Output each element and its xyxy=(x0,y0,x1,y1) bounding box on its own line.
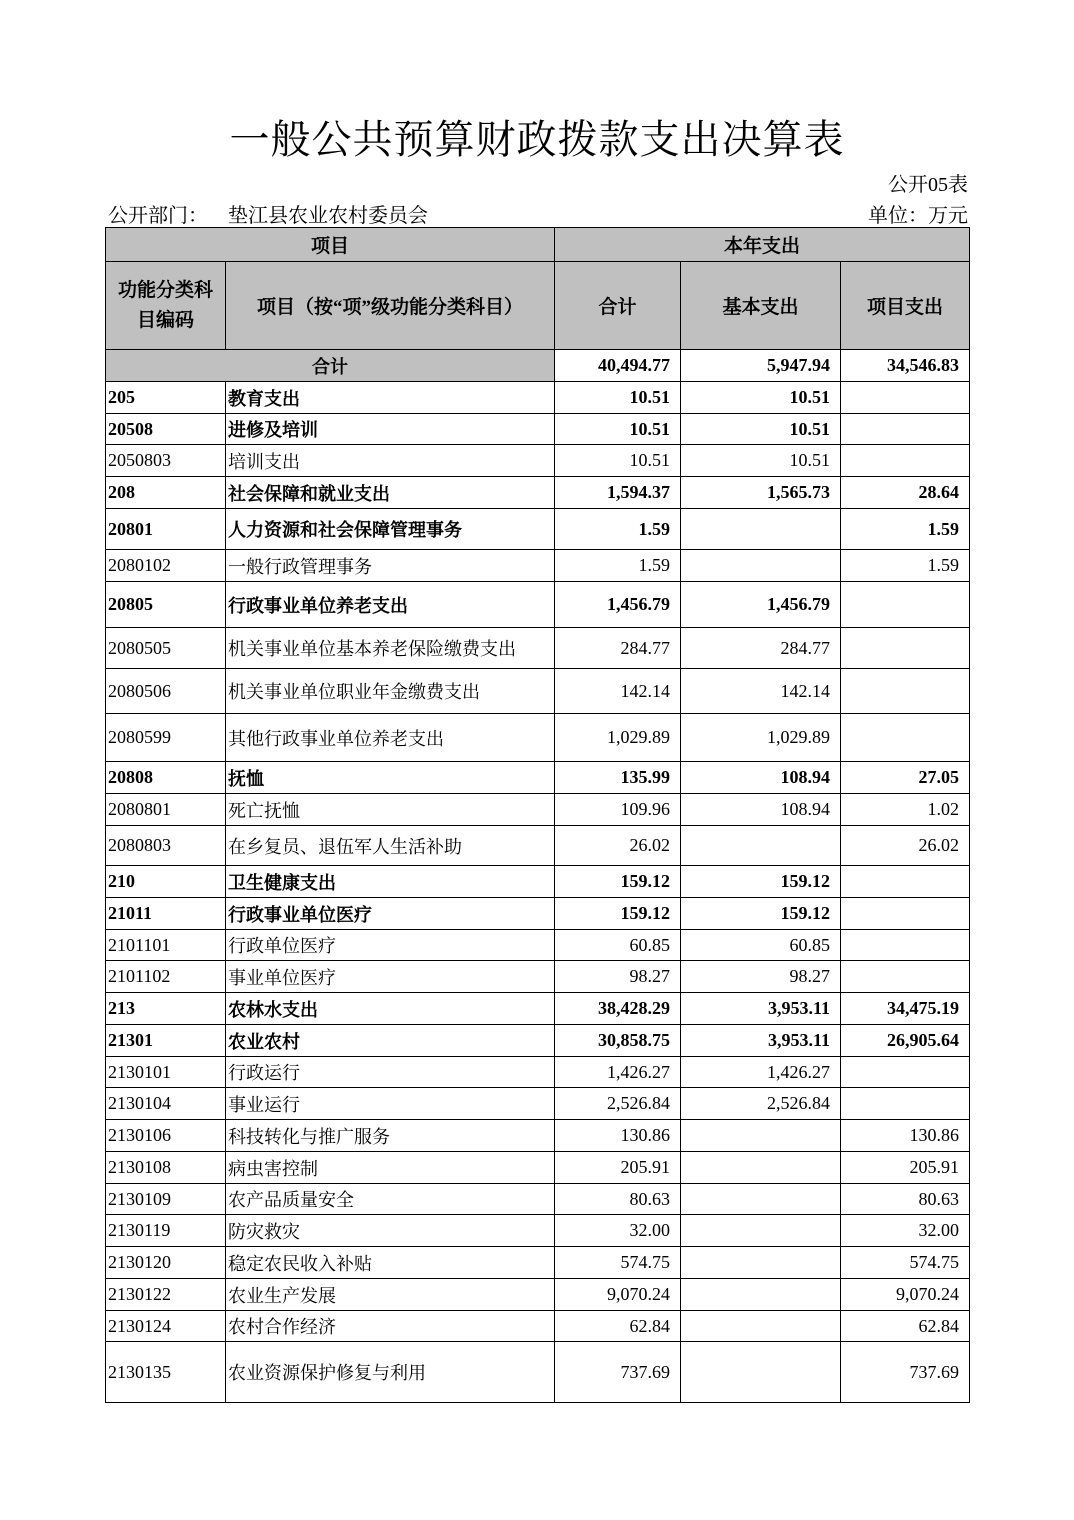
row-project: 1.02 xyxy=(841,794,970,826)
row-code: 2080505 xyxy=(106,628,226,669)
department-name: 垫江县农业农村委员会 xyxy=(228,205,428,227)
row-basic: 10.51 xyxy=(681,445,841,477)
row-name: 行政事业单位医疗 xyxy=(226,898,555,930)
table-row xyxy=(106,1215,970,1247)
row-name: 社会保障和就业支出 xyxy=(226,477,555,509)
row-name: 科技转化与推广服务 xyxy=(226,1120,555,1152)
row-code: 205 xyxy=(106,382,226,414)
row-basic: 10.51 xyxy=(681,414,841,445)
row-total: 62.84 xyxy=(555,1311,681,1342)
row-basic: 98.27 xyxy=(681,961,841,993)
row-name: 机关事业单位基本养老保险缴费支出 xyxy=(226,628,555,669)
row-project xyxy=(841,1057,970,1088)
row-total: 60.85 xyxy=(555,930,681,961)
row-total: 135.99 xyxy=(555,762,681,794)
row-code: 2080801 xyxy=(106,794,226,826)
row-total: 1.59 xyxy=(555,509,681,550)
row-basic: 1,565.73 xyxy=(681,477,841,509)
table-row xyxy=(106,1088,970,1120)
row-name: 抚恤 xyxy=(226,762,555,794)
row-project: 205.91 xyxy=(841,1152,970,1184)
row-total: 1.59 xyxy=(555,550,681,582)
row-code: 21301 xyxy=(106,1025,226,1057)
table-row xyxy=(106,993,970,1025)
table-row xyxy=(106,1057,970,1088)
table-row xyxy=(106,477,970,509)
row-total: 205.91 xyxy=(555,1152,681,1184)
row-total: 1,029.89 xyxy=(555,714,681,762)
table-row xyxy=(106,1184,970,1215)
row-basic xyxy=(681,1311,841,1342)
row-project xyxy=(841,382,970,414)
row-code: 2101102 xyxy=(106,961,226,993)
row-project xyxy=(841,866,970,898)
row-basic xyxy=(681,1247,841,1279)
row-total: 10.51 xyxy=(555,414,681,445)
row-name: 在乡复员、退伍军人生活补助 xyxy=(226,826,555,866)
row-code: 2130120 xyxy=(106,1247,226,1279)
row-project xyxy=(841,582,970,628)
row-basic xyxy=(681,1342,841,1403)
total-total: 40,494.77 xyxy=(555,350,681,382)
row-name: 农林水支出 xyxy=(226,993,555,1025)
row-name: 行政运行 xyxy=(226,1057,555,1088)
table-row xyxy=(106,1311,970,1342)
row-project xyxy=(841,669,970,714)
row-code: 210 xyxy=(106,866,226,898)
row-basic xyxy=(681,826,841,866)
row-code: 2130101 xyxy=(106,1057,226,1088)
row-project xyxy=(841,1088,970,1120)
row-basic: 284.77 xyxy=(681,628,841,669)
header-total: 合计 xyxy=(555,262,681,350)
row-code: 20508 xyxy=(106,414,226,445)
row-project: 26.02 xyxy=(841,826,970,866)
table-row xyxy=(106,866,970,898)
row-code: 20808 xyxy=(106,762,226,794)
table-row xyxy=(106,550,970,582)
row-project xyxy=(841,961,970,993)
row-project: 27.05 xyxy=(841,762,970,794)
table-row xyxy=(106,1279,970,1311)
table-row xyxy=(106,898,970,930)
table-row xyxy=(106,582,970,628)
row-code: 2080506 xyxy=(106,669,226,714)
row-total: 142.14 xyxy=(555,669,681,714)
row-code: 2050803 xyxy=(106,445,226,477)
row-basic: 3,953.11 xyxy=(681,1025,841,1057)
row-code: 2080803 xyxy=(106,826,226,866)
row-basic xyxy=(681,509,841,550)
row-basic xyxy=(681,1120,841,1152)
header-project: 项目支出 xyxy=(841,262,970,350)
header-name: 项目（按“项”级功能分类科目） xyxy=(226,262,555,350)
row-name: 农业农村 xyxy=(226,1025,555,1057)
row-basic: 2,526.84 xyxy=(681,1088,841,1120)
row-name: 进修及培训 xyxy=(226,414,555,445)
department xyxy=(108,199,428,228)
table-row xyxy=(106,414,970,445)
row-project: 34,475.19 xyxy=(841,993,970,1025)
row-total: 38,428.29 xyxy=(555,993,681,1025)
row-name: 稳定农民收入补贴 xyxy=(226,1247,555,1279)
row-total: 1,594.37 xyxy=(555,477,681,509)
table-row xyxy=(106,1342,970,1403)
row-name: 防灾救灾 xyxy=(226,1215,555,1247)
row-project xyxy=(841,628,970,669)
row-basic: 3,953.11 xyxy=(681,993,841,1025)
table-number: 公开05表 xyxy=(888,174,968,196)
row-total: 32.00 xyxy=(555,1215,681,1247)
row-project xyxy=(841,445,970,477)
total-project: 34,546.83 xyxy=(841,350,970,382)
row-code: 2130135 xyxy=(106,1342,226,1403)
table-row xyxy=(106,762,970,794)
row-basic xyxy=(681,1152,841,1184)
row-project: 28.64 xyxy=(841,477,970,509)
row-total: 9,070.24 xyxy=(555,1279,681,1311)
row-basic xyxy=(681,1279,841,1311)
row-name: 行政单位医疗 xyxy=(226,930,555,961)
row-name: 人力资源和社会保障管理事务 xyxy=(226,509,555,550)
row-code: 2130109 xyxy=(106,1184,226,1215)
row-basic: 159.12 xyxy=(681,898,841,930)
row-project: 574.75 xyxy=(841,1247,970,1279)
table-row xyxy=(106,1025,970,1057)
row-total: 109.96 xyxy=(555,794,681,826)
row-total: 98.27 xyxy=(555,961,681,993)
table-row xyxy=(106,509,970,550)
row-total: 737.69 xyxy=(555,1342,681,1403)
unit-label: 单位：万元 xyxy=(868,205,968,227)
row-project: 62.84 xyxy=(841,1311,970,1342)
row-project xyxy=(841,714,970,762)
row-basic: 1,426.27 xyxy=(681,1057,841,1088)
row-code: 20801 xyxy=(106,509,226,550)
row-project: 1.59 xyxy=(841,509,970,550)
table-row xyxy=(106,930,970,961)
row-project xyxy=(841,414,970,445)
row-code: 2080102 xyxy=(106,550,226,582)
row-name: 死亡抚恤 xyxy=(226,794,555,826)
row-name: 农业生产发展 xyxy=(226,1279,555,1311)
row-project: 26,905.64 xyxy=(841,1025,970,1057)
row-basic: 108.94 xyxy=(681,762,841,794)
row-name: 卫生健康支出 xyxy=(226,866,555,898)
row-name: 行政事业单位养老支出 xyxy=(226,582,555,628)
row-total: 10.51 xyxy=(555,382,681,414)
row-project: 1.59 xyxy=(841,550,970,582)
row-total: 159.12 xyxy=(555,898,681,930)
row-name: 农产品质量安全 xyxy=(226,1184,555,1215)
table-row xyxy=(106,1120,970,1152)
department-label: 公开部门： xyxy=(108,205,208,227)
row-code: 208 xyxy=(106,477,226,509)
row-code: 2130104 xyxy=(106,1088,226,1120)
row-project xyxy=(841,930,970,961)
table-row xyxy=(106,628,970,669)
row-total: 10.51 xyxy=(555,445,681,477)
row-code: 2101101 xyxy=(106,930,226,961)
row-total: 284.77 xyxy=(555,628,681,669)
table-row xyxy=(106,714,970,762)
row-name: 农业资源保护修复与利用 xyxy=(226,1342,555,1403)
row-basic xyxy=(681,1184,841,1215)
row-code: 2130119 xyxy=(106,1215,226,1247)
page-title: 一般公共预算财政拨款支出决算表 xyxy=(229,117,845,162)
row-code: 2130108 xyxy=(106,1152,226,1184)
row-project: 130.86 xyxy=(841,1120,970,1152)
row-name: 其他行政事业单位养老支出 xyxy=(226,714,555,762)
table-row xyxy=(106,826,970,866)
table-row xyxy=(106,794,970,826)
row-basic: 1,456.79 xyxy=(681,582,841,628)
header-code: 功能分类科目编码 xyxy=(106,262,226,350)
row-code: 21011 xyxy=(106,898,226,930)
table-row xyxy=(106,1152,970,1184)
table-row xyxy=(106,961,970,993)
row-project: 80.63 xyxy=(841,1184,970,1215)
row-total: 30,858.75 xyxy=(555,1025,681,1057)
row-total: 159.12 xyxy=(555,866,681,898)
row-basic xyxy=(681,1215,841,1247)
row-project: 737.69 xyxy=(841,1342,970,1403)
total-label: 合计 xyxy=(106,350,555,382)
row-code: 213 xyxy=(106,993,226,1025)
row-basic: 108.94 xyxy=(681,794,841,826)
row-total: 574.75 xyxy=(555,1247,681,1279)
row-basic: 10.51 xyxy=(681,382,841,414)
total-row xyxy=(106,350,970,382)
row-name: 事业运行 xyxy=(226,1088,555,1120)
row-code: 2130106 xyxy=(106,1120,226,1152)
row-code: 20805 xyxy=(106,582,226,628)
row-total: 1,456.79 xyxy=(555,582,681,628)
row-name: 事业单位医疗 xyxy=(226,961,555,993)
header-basic: 基本支出 xyxy=(681,262,841,350)
total-basic: 5,947.94 xyxy=(681,350,841,382)
table-row xyxy=(106,669,970,714)
table-row xyxy=(106,382,970,414)
row-project xyxy=(841,898,970,930)
row-name: 培训支出 xyxy=(226,445,555,477)
header-item: 项目 xyxy=(106,228,555,262)
row-code: 2130122 xyxy=(106,1279,226,1311)
row-basic: 159.12 xyxy=(681,866,841,898)
row-total: 80.63 xyxy=(555,1184,681,1215)
row-total: 26.02 xyxy=(555,826,681,866)
row-total: 130.86 xyxy=(555,1120,681,1152)
row-total: 1,426.27 xyxy=(555,1057,681,1088)
row-name: 农村合作经济 xyxy=(226,1311,555,1342)
row-name: 一般行政管理事务 xyxy=(226,550,555,582)
row-code: 2130124 xyxy=(106,1311,226,1342)
table-row xyxy=(106,1247,970,1279)
row-name: 机关事业单位职业年金缴费支出 xyxy=(226,669,555,714)
header-current-year: 本年支出 xyxy=(555,228,970,262)
row-basic: 60.85 xyxy=(681,930,841,961)
row-name: 病虫害控制 xyxy=(226,1152,555,1184)
row-basic: 1,029.89 xyxy=(681,714,841,762)
row-total: 2,526.84 xyxy=(555,1088,681,1120)
row-basic: 142.14 xyxy=(681,669,841,714)
expenditure-table xyxy=(105,227,970,1403)
row-code: 2080599 xyxy=(106,714,226,762)
row-project: 9,070.24 xyxy=(841,1279,970,1311)
row-basic xyxy=(681,550,841,582)
table-row xyxy=(106,445,970,477)
row-project: 32.00 xyxy=(841,1215,970,1247)
row-name: 教育支出 xyxy=(226,382,555,414)
